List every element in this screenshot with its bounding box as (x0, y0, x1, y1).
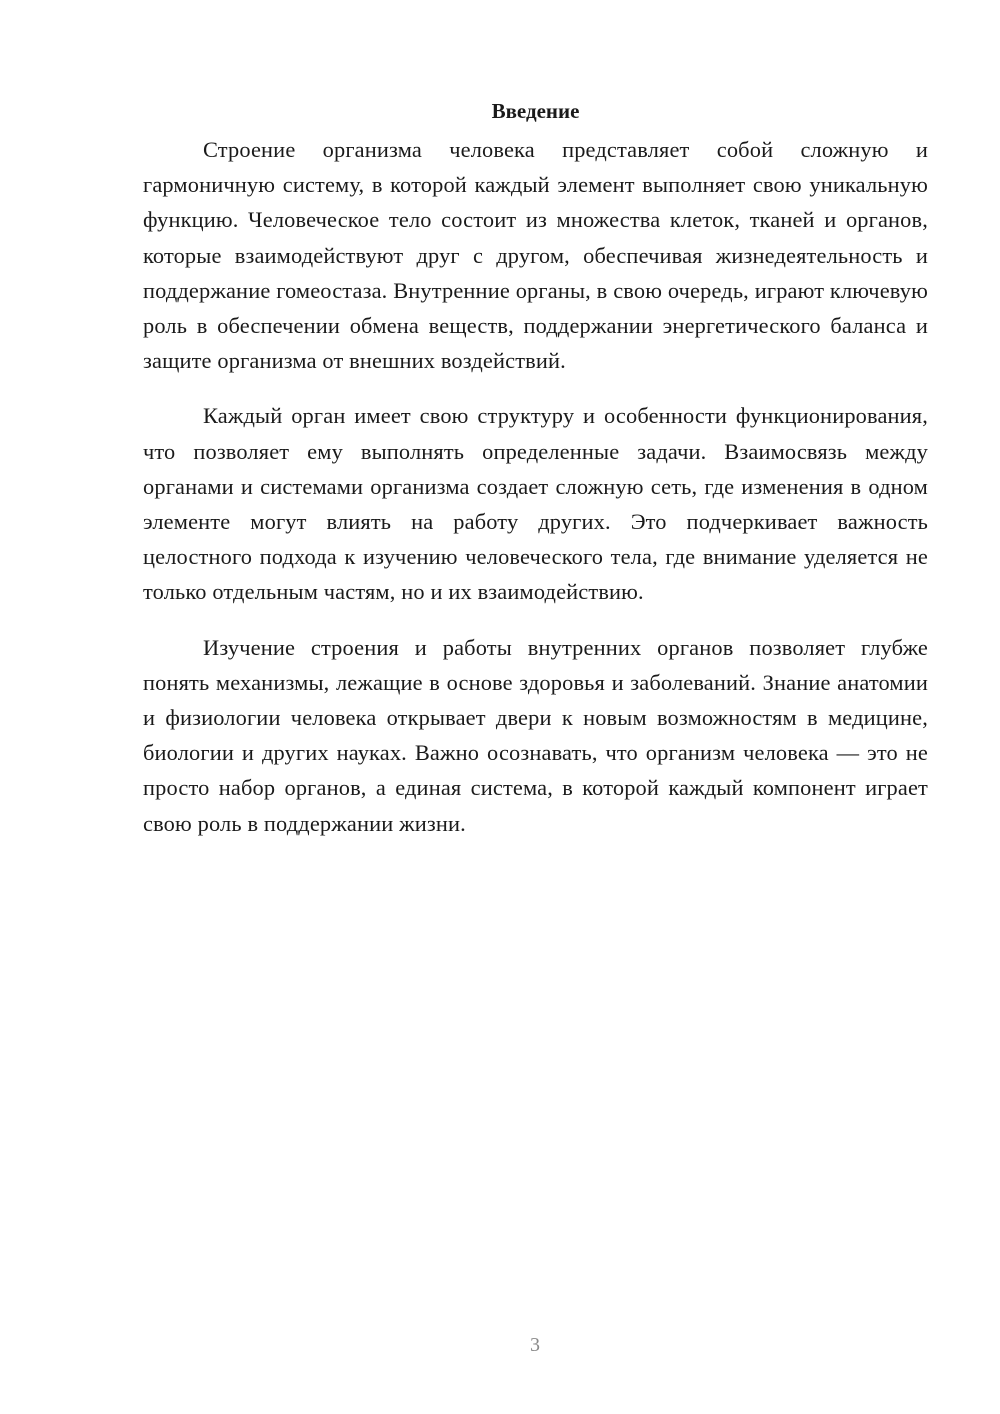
section-heading: Введение (491, 99, 580, 123)
paragraph-1: Строение организма человека представляет собой сложную и гармоничную систему, в которой каждый элемент выполняет свою уникальную функцию. Человеческое тело состоит из множества клеток, тканей и органов, которые взаимодействуют друг с другом, обеспечивая жизнедеятельность и поддержание гомеостаза. Внутренние органы, в свою очередь, играют ключевую роль в обеспечении обмена веществ, поддержании энергетического баланса и защите организма от внешних воздействий. (143, 137, 928, 374)
paragraph-2: Каждый орган имеет свою структуру и особенности функционирования, что позволяет ему выполнять определенные задачи. Взаимосвязь между органами и системами организма создает сложную сеть, где изменения в одном элементе могут влиять на работу других. Это подчеркивает важность целостного подхода к изучению человеческого тела, где внимание уделяется не только отдельным частям, но и их взаимодействию. (143, 403, 928, 605)
paragraph-3: Изучение строения и работы внутренних органов позволяет глубже понять механизмы, лежащие в основе здоровья и заболеваний. Знание анатомии и физиологии человека открывает двери к новым возможностям в медицине, биологии и других науках. Важно осознавать, что организм человека — это не просто набор органов, а единая система, в которой каждый компонент играет свою роль в поддержании жизни. (143, 634, 928, 836)
page-number: 3 (530, 1334, 540, 1356)
page-content (143, 96, 928, 861)
